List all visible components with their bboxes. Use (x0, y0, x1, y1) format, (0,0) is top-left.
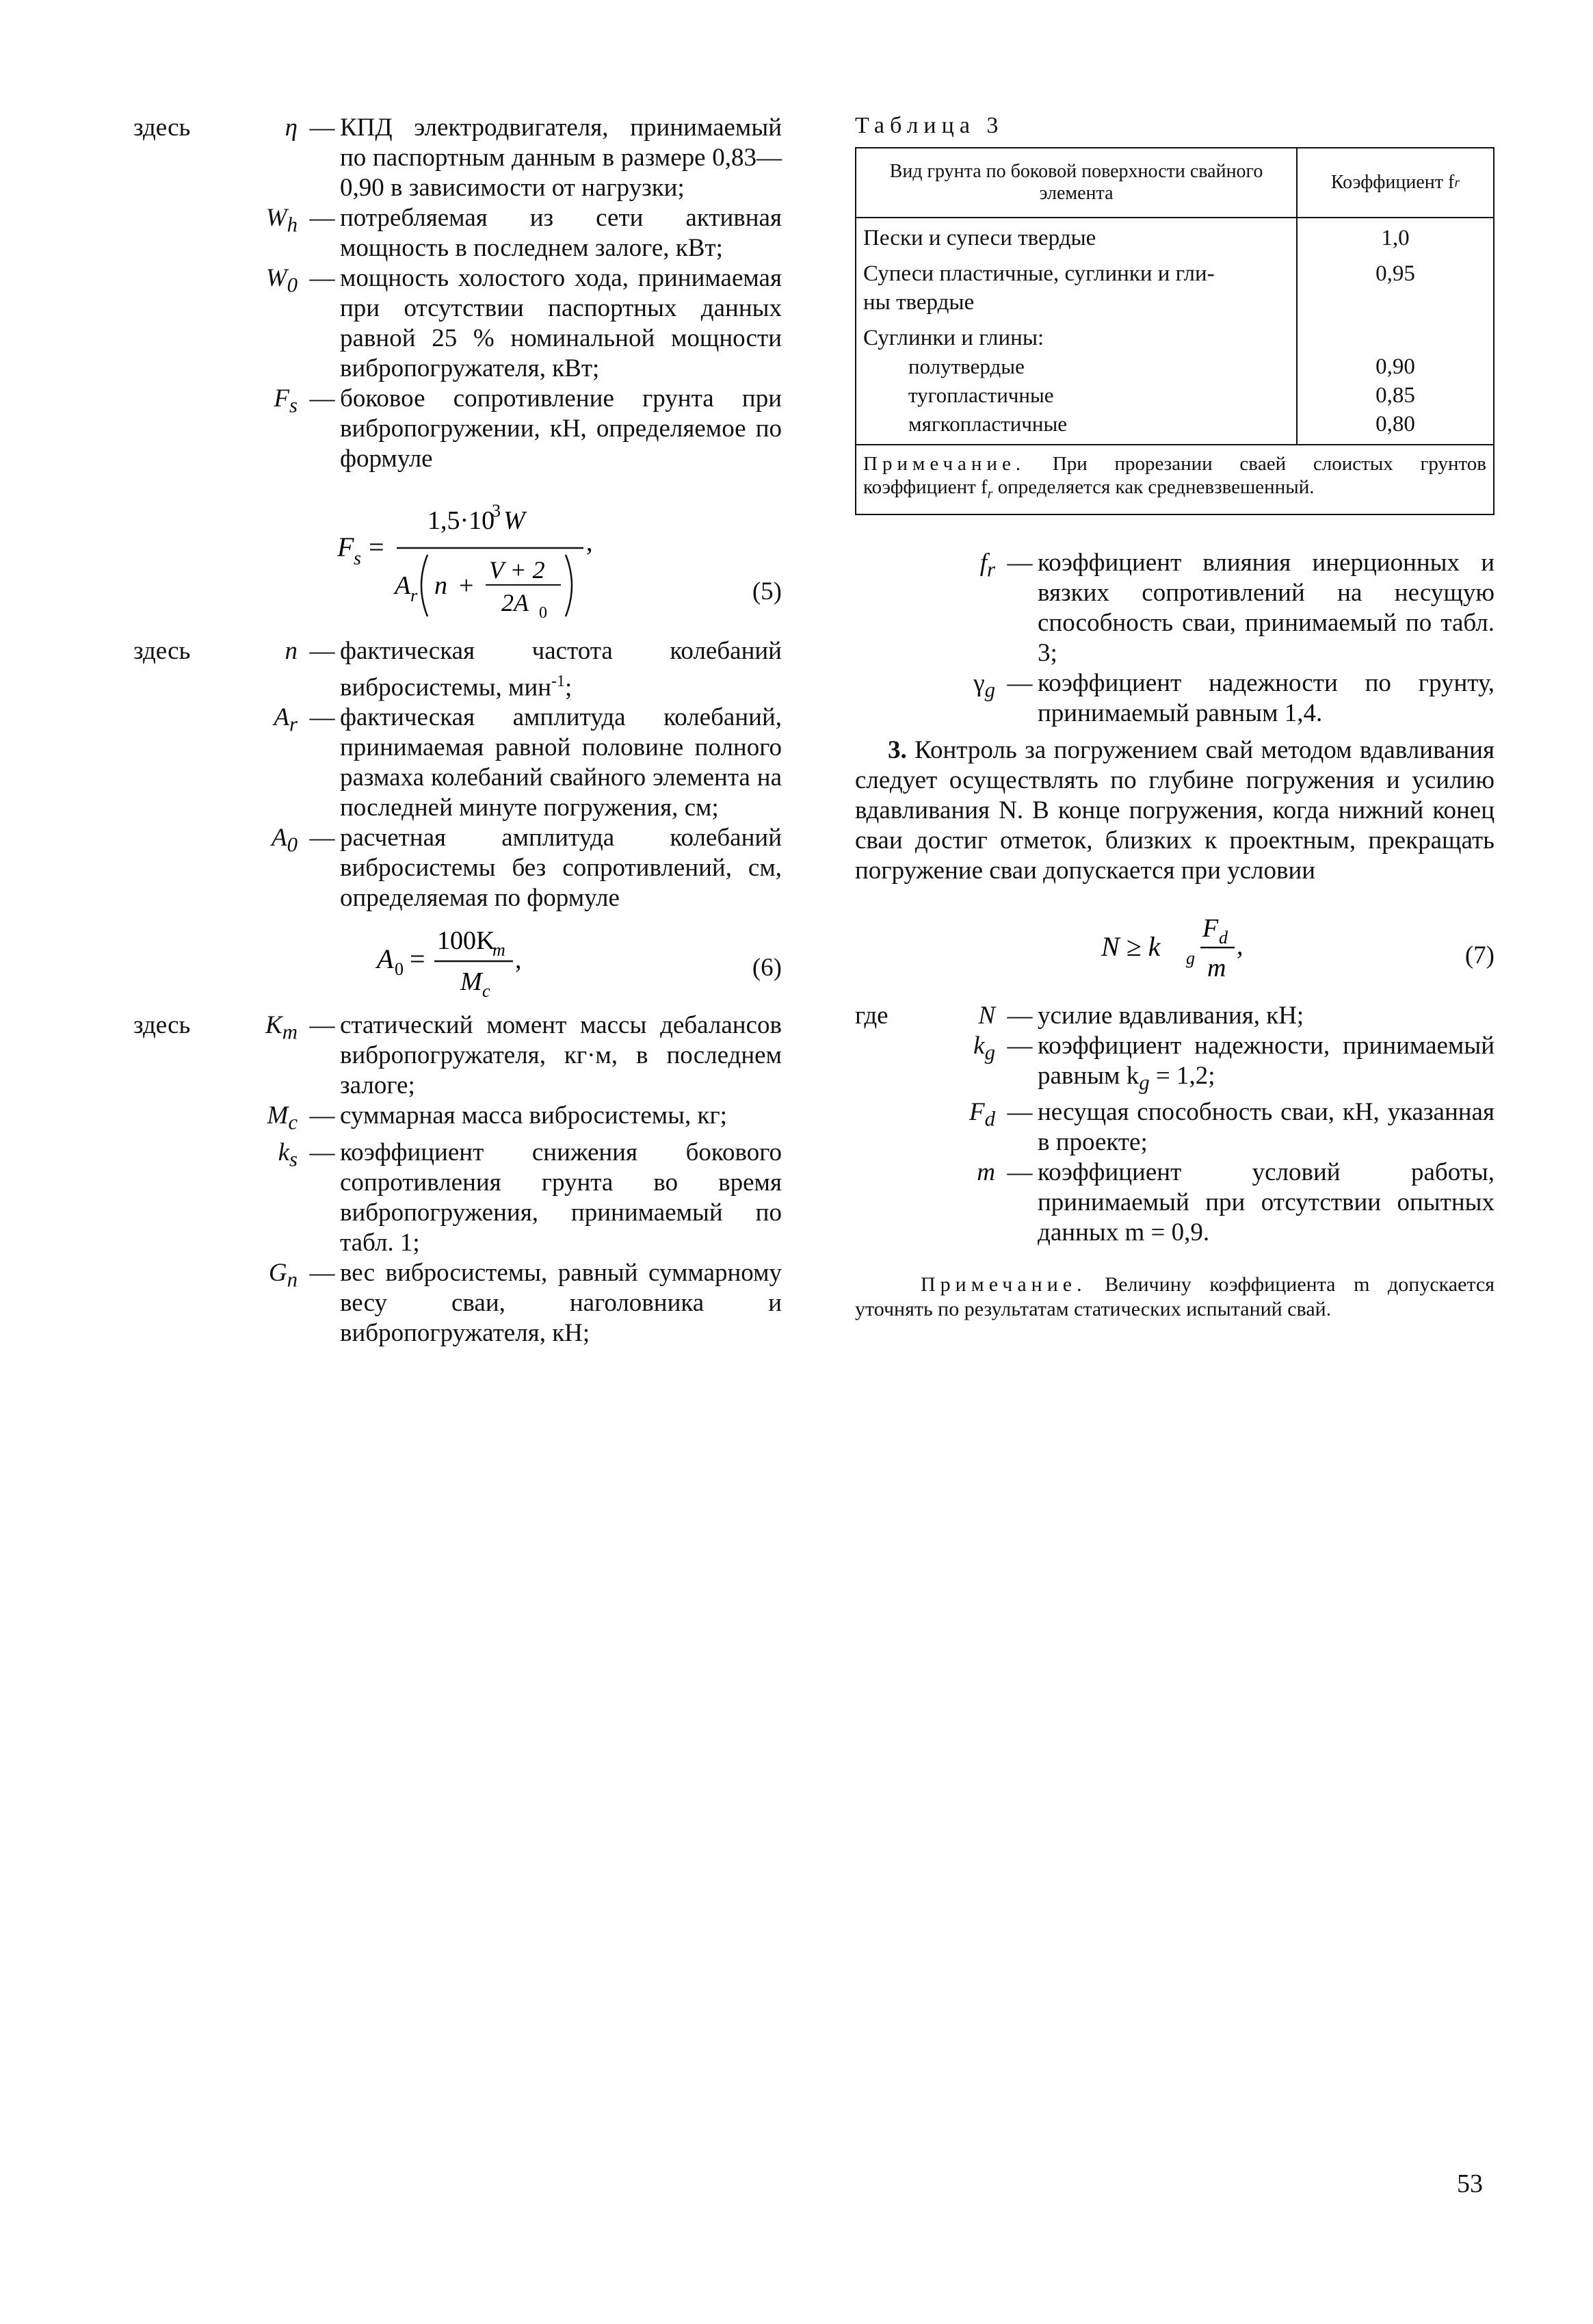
definition-ks (133, 1138, 782, 1258)
formula-5-inner-den: 2A (501, 589, 529, 616)
lead-space (855, 1031, 930, 1097)
formula-7-numerator: F (1202, 913, 1219, 943)
definition-text: КПД электродвигателя, принимаемый по паспортным данным в размере 0,83—0,90 в зависимости от нагрузки; (340, 114, 782, 202)
symbol (229, 1258, 304, 1348)
lead-space (133, 384, 229, 474)
symbol-text: F (969, 1098, 985, 1127)
superscript: -1 (551, 673, 566, 690)
formula-7-comma: , (1237, 931, 1243, 961)
definition-sub: g (1139, 1071, 1150, 1095)
symbol-subscript: s (289, 1147, 298, 1171)
definition-fr (855, 548, 1495, 668)
lead-space (133, 823, 229, 913)
dash: — (1007, 1031, 1033, 1060)
table-row-value (1298, 288, 1493, 317)
definition-Fd (855, 1097, 1495, 1158)
row-gap (863, 317, 1291, 324)
definition-text: суммарная масса вибросистемы, кг; (340, 1101, 727, 1130)
definition-text: фактическая амплитуда колебаний, принимаемая равной половине полного размаха колебаний свайного элемента на последней минуте погружения, см; (340, 703, 782, 822)
dash: — (309, 637, 335, 665)
definition-text: мощность холостого хода, принимаемая при отсутствии паспортных данных равной 25 % номинальной мощности вибропогружателя, кВт; (340, 264, 782, 382)
formula-7-lhs: N ≥ k (1101, 930, 1161, 962)
formula-7-numerator-sub: d (1219, 927, 1228, 948)
lead-space (133, 1101, 229, 1137)
table-note-tail: определяется как средневзвешенный. (997, 476, 1315, 498)
intro-word: здесь (133, 114, 191, 142)
definition-eta (133, 113, 782, 203)
definition-gamma (855, 668, 1495, 729)
table-row-label: тугопластичные (908, 383, 1054, 407)
left-column (133, 113, 782, 1348)
formula-5-comma: , (586, 528, 593, 557)
symbol-subscript: g (984, 1041, 995, 1065)
definition-gn (133, 1258, 782, 1348)
dash: — (1007, 1001, 1033, 1030)
definitions-block-right-a (855, 548, 1495, 729)
table-row-label: полутвердые (908, 354, 1025, 378)
formula-5-graphic (133, 474, 782, 621)
table-row-value: 1,0 (1381, 226, 1410, 250)
dash: — (309, 1138, 335, 1166)
row-gap (1298, 252, 1493, 259)
page-number: 53 (1457, 2169, 1483, 2198)
formula-7 (855, 902, 1495, 991)
symbol-text: G (268, 1258, 287, 1287)
table-row-label: ны твердые (863, 290, 975, 315)
table-col-labels (856, 218, 1298, 444)
symbol-subscript: r (987, 558, 995, 582)
definition-text: усилие вдавливания, кН; (1038, 1001, 1304, 1030)
symbol-text: f (979, 548, 987, 577)
symbol-text: F (274, 384, 289, 413)
formula-5-inner-num: V + 2 (489, 556, 545, 584)
formula-6-numerator: 100K (437, 926, 495, 956)
symbol-subscript: d (984, 1107, 995, 1131)
definition-main: коэффициент надежности, принимаемый равным k (1038, 1031, 1495, 1090)
lead-space (133, 203, 229, 263)
symbol (229, 1010, 304, 1101)
definition-text: вес вибросистемы, равный суммарному весу сваи, наголовника и вибропогружателя, кН; (340, 1258, 782, 1347)
definition-wh (133, 203, 782, 263)
formula-7-denominator: m (1207, 953, 1226, 982)
lead-space (133, 703, 229, 823)
intro-word: здесь (133, 1011, 191, 1040)
header-coefficient-text: Коэффициент f (1330, 172, 1455, 193)
lead-space (855, 1158, 930, 1248)
paragraph-number: 3. (888, 735, 907, 764)
definition-m (855, 1158, 1495, 1248)
symbol-text: A (274, 703, 289, 732)
table-3 (855, 147, 1495, 515)
formula-5-lhs: F (337, 532, 354, 562)
dash: — (1007, 1158, 1033, 1187)
symbol (229, 203, 304, 263)
formula-6-lhs: A (377, 943, 394, 975)
definition-text: несущая способность сваи, кН, указанная в проекте; (1038, 1098, 1495, 1157)
formula-5-equals: = (369, 532, 384, 562)
equation-number-7: (7) (1464, 941, 1495, 969)
definition-text: расчетная амплитуда колебаний вибросистемы без сопротивлений, см, определяемая по формуле (340, 824, 782, 913)
row-gap (863, 252, 1291, 259)
table-row-value: 0,90 (1375, 354, 1415, 379)
table-row-value: 0,85 (1375, 383, 1415, 408)
formula-6-equals: = (410, 943, 425, 975)
table-row-label: мягкопластичные (908, 412, 1068, 436)
symbol-subscript: r (289, 712, 298, 736)
definition-w0 (133, 263, 782, 384)
definition-text: статический момент массы дебалансов вибропогружателя, кг·м, в последнем залоге; (340, 1011, 782, 1100)
formula-6-lhs-sub: 0 (395, 959, 404, 980)
formula-5-plus: + (459, 571, 474, 600)
symbol-text: W (265, 204, 287, 232)
where-word: где (855, 1001, 888, 1030)
equation-number-5: (5) (752, 577, 782, 605)
definition-fs (133, 384, 782, 474)
formula-5-den-n: n (434, 571, 447, 600)
symbol-text: A (271, 824, 287, 852)
definition-mc (133, 1101, 782, 1137)
symbol-text: k (278, 1138, 289, 1166)
formula-5-numerator-tail: W (503, 506, 525, 535)
table-header (856, 148, 1493, 218)
right-column (855, 113, 1495, 1322)
symbol-text: n (285, 637, 298, 665)
definition-kg (855, 1031, 1495, 1097)
symbol (229, 263, 304, 384)
definitions-block-1 (133, 113, 782, 474)
table-body (856, 218, 1493, 444)
definition-text: боковое сопротивление грунта при вибропогружении, кН, определяемое по формуле (340, 384, 782, 473)
table-row-value (1298, 324, 1493, 352)
definition-n (133, 636, 782, 703)
symbol-subscript: c (288, 1110, 298, 1134)
symbol-subscript: h (287, 213, 298, 237)
symbol (229, 113, 304, 203)
symbol-text: m (977, 1158, 995, 1187)
formula-5-left-paren (421, 555, 427, 616)
table-row-label: Пески и супеси твердые (863, 226, 1096, 250)
formula-5-right-paren (566, 555, 572, 616)
dash: — (309, 1011, 335, 1040)
symbol-subscript: n (287, 1268, 298, 1292)
header-coefficient-sub: r (1454, 175, 1460, 190)
table-note-text: При прорезании свaей слоистых грунтов коэффициент f (863, 453, 1487, 498)
symbol (229, 1138, 304, 1258)
definition-text (340, 636, 782, 703)
dash: — (309, 824, 335, 852)
definitions-block-right-b (855, 1001, 1495, 1248)
paragraph-3 (855, 735, 1495, 886)
symbol-text: N (978, 1001, 995, 1030)
row-gap (1298, 317, 1493, 324)
bottom-note-text: Величину коэффициента m допускается уточнять по результатам статических испытаний свай. (855, 1273, 1495, 1321)
symbol-subscript: 0 (287, 273, 298, 297)
dash: — (309, 384, 335, 413)
symbol (930, 1158, 1002, 1248)
symbol (930, 1031, 1002, 1097)
formula-6-comma: , (515, 945, 522, 975)
formula-6-graphic (133, 913, 782, 1002)
symbol (229, 703, 304, 823)
symbol (855, 668, 1002, 729)
table-col-values (1298, 218, 1493, 444)
definition-km (133, 1010, 782, 1101)
formula-6 (133, 913, 782, 1002)
symbol-subscript: g (984, 678, 995, 702)
header-soil-type: Вид грунта по боковой поверхности свайного элемента (856, 148, 1298, 217)
symbol-subscript: 0 (287, 833, 298, 857)
definition-N (855, 1001, 1495, 1031)
definition-text: коэффициент снижения бокового сопротивления грунта во время вибропогружения, принимаемый по табл. 1; (340, 1138, 782, 1257)
table-note-sub: r (987, 486, 993, 501)
dash: — (1007, 548, 1033, 577)
symbol-text: M (267, 1101, 289, 1130)
definition-tail: = 1,2; (1149, 1061, 1215, 1090)
definition-text: коэффициент условий работы, принимаемый при отсутствии опытных данных m = 0,9. (1038, 1158, 1495, 1247)
symbol (229, 384, 304, 474)
symbol (930, 1001, 1002, 1031)
definitions-block-3 (133, 1010, 782, 1348)
formula-6-numerator-sub: m (492, 940, 505, 961)
symbol-text: k (973, 1031, 985, 1060)
paragraph-text: Контроль за погружением свай методом вдавливания следует осуществлять по глубине погружения и усилию вдавливания N. В конце погружения, когда нижний конец сваи достиг отметок, близких к проектным, прекращать погружение сваи допускается при условии (855, 735, 1495, 885)
symbol-text: W (265, 264, 287, 292)
symbol (229, 636, 304, 703)
dash: — (309, 1101, 335, 1130)
formula-6-denominator: M (460, 967, 482, 997)
dash: — (309, 204, 335, 232)
dash: — (1007, 668, 1033, 697)
intro-word: здесь (133, 637, 191, 665)
definitions-block-2 (133, 636, 782, 913)
lead-space (133, 1138, 229, 1258)
definition-text: коэффициент влияния инерционных и вязких сопротивлений на несущую способность сваи, принимаемый по табл. 3; (1038, 548, 1495, 667)
definition-main: фактическая частота колебаний вибросистемы, мин (340, 637, 782, 702)
lead-space (855, 1097, 930, 1158)
lead-space (133, 1258, 229, 1348)
table-note-label: Примечание. (863, 453, 1026, 475)
symbol-text: η (285, 114, 298, 142)
table-row-value: 0,95 (1375, 261, 1415, 286)
table-row-label: Супеси пластичные, суглинки и гли- (863, 261, 1215, 286)
table-row-label: Суглинки и глины: (863, 326, 1044, 350)
symbol-text: K (265, 1011, 282, 1040)
formula-5-inner-den-sub: 0 (539, 604, 547, 621)
definition-tail: ; (565, 673, 572, 702)
formula-5-lhs-sub: s (354, 548, 361, 569)
dash: — (309, 264, 335, 292)
symbol-subscript: m (282, 1020, 298, 1044)
lead-space (133, 263, 229, 384)
definition-text (1038, 1031, 1495, 1097)
formula-7-graphic (855, 902, 1495, 991)
equation-number-6: (6) (752, 954, 782, 982)
symbol-subscript: s (289, 393, 298, 417)
formula-5-numerator: 1,5·10 (427, 506, 495, 535)
dash: — (309, 703, 335, 732)
formula-5-numerator-sup: 3 (492, 501, 501, 521)
definition-text: потребляемая из сети активная мощность в последнем залоге, кВт; (340, 204, 782, 262)
symbol (229, 1101, 304, 1137)
formula-5-den-a-sub: r (410, 586, 418, 605)
table-caption: Таблица 3 (855, 113, 1004, 138)
symbol-text: γ (973, 668, 985, 697)
dash: — (1007, 1098, 1033, 1127)
symbol (229, 823, 304, 913)
formula-7-lhs-sub: g (1186, 948, 1195, 968)
header-coefficient (1298, 148, 1493, 217)
table-note (856, 444, 1493, 514)
formula-5 (133, 474, 782, 621)
formula-5-den-a: A (395, 571, 411, 600)
table-row-value: 0,80 (1375, 412, 1415, 436)
symbol (930, 1097, 1002, 1158)
definition-a0 (133, 823, 782, 913)
bottom-note (855, 1272, 1495, 1322)
bottom-note-label: Примечание. (921, 1273, 1087, 1296)
symbol (855, 548, 1002, 668)
dash: — (309, 114, 335, 142)
formula-6-denominator-sub: c (482, 981, 490, 1002)
definition-ar (133, 703, 782, 823)
definition-text: коэффициент надежности по грунту, принимаемый равным 1,4. (1038, 668, 1495, 727)
dash: — (309, 1258, 335, 1287)
